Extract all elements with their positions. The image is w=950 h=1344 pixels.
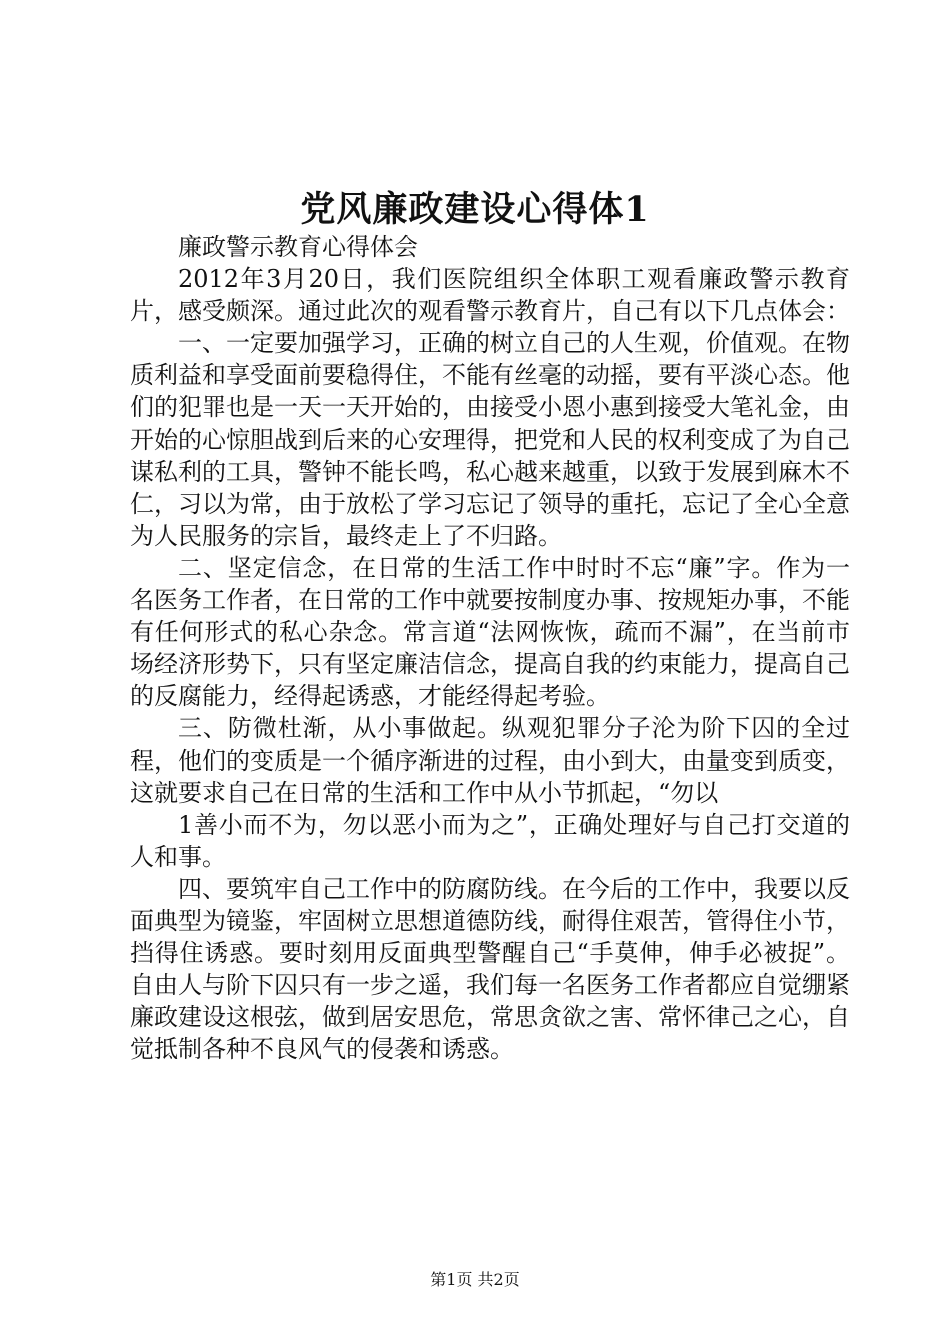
subtitle-paragraph: 廉政警示教育心得体会 <box>178 233 418 261</box>
intro-paragraph: 2012年3月20日，我们医院组织全体职工观看廉政警示教育片，感受颇深。通过此次的观看警示教育片，自己有以下几点体会： <box>130 265 850 326</box>
document-body <box>130 231 850 1065</box>
point-four-paragraph: 四、要筑牢自己工作中的防腐防线。在今后的工作中，我要以反面典型为镜鉴，牢固树立思想道德防线，耐得住艰苦，管得住小节，挡得住诱惑。要时刻用反面典型警醒自己“手莫伸，伸手必被捉”。自由人与阶下囚只有一步之遥，我们每一名医务工作者都应自觉绷紧廉政建设这根弦，做到居安思危，常思贪欲之害、常怀律己之心，自觉抵制各种不良风气的侵袭和诱惑。 <box>130 874 850 1064</box>
point-two-paragraph: 二、坚定信念，在日常的生活工作中时时不忘“廉”字。作为一名医务工作者，在日常的工作中就要按制度办事、按规矩办事，不能有任何形式的私心杂念。常言道“法网恢恢，疏而不漏”，在当前市场经济形势下，只有坚定廉洁信念，提高自我的约束能力，提高自己的反腐能力，经得起诱惑，才能经得起考验。 <box>130 553 850 711</box>
document-title: 党风廉政建设心得体1 <box>300 189 650 230</box>
point-three-paragraph: 三、防微杜渐，从小事做起。纵观犯罪分子沦为阶下囚的全过程，他们的变质是一个循序渐进的过程，由小到大，由量变到质变，这就要求自己在日常的生活和工作中从小节抓起，“勿以 <box>130 714 850 807</box>
point-one-paragraph: 一、一定要加强学习，正确的树立自己的人生观，价值观。在物质利益和享受面前要稳得住，不能有丝毫的动摇，要有平淡心态。他们的犯罪也是一天一天开始的，由接受小恩小惠到接受大笔礼金，由开始的心惊胆战到后来的心安理得，把党和人民的权利变成了为自己谋私利的工具，警钟不能长鸣，私心越来越重，以致于发展到麻木不仁，习以为常，由于放松了学习忘记了领导的重托，忘记了全心全意为人民服务的宗旨，最终走上了不归路。 <box>130 329 850 550</box>
point-three-continuation: 1善小而不为，勿以恶小而为之”，正确处理好与自己打交道的人和事。 <box>130 810 850 871</box>
page-number-footer: 第1页 共2页 <box>430 1270 520 1289</box>
